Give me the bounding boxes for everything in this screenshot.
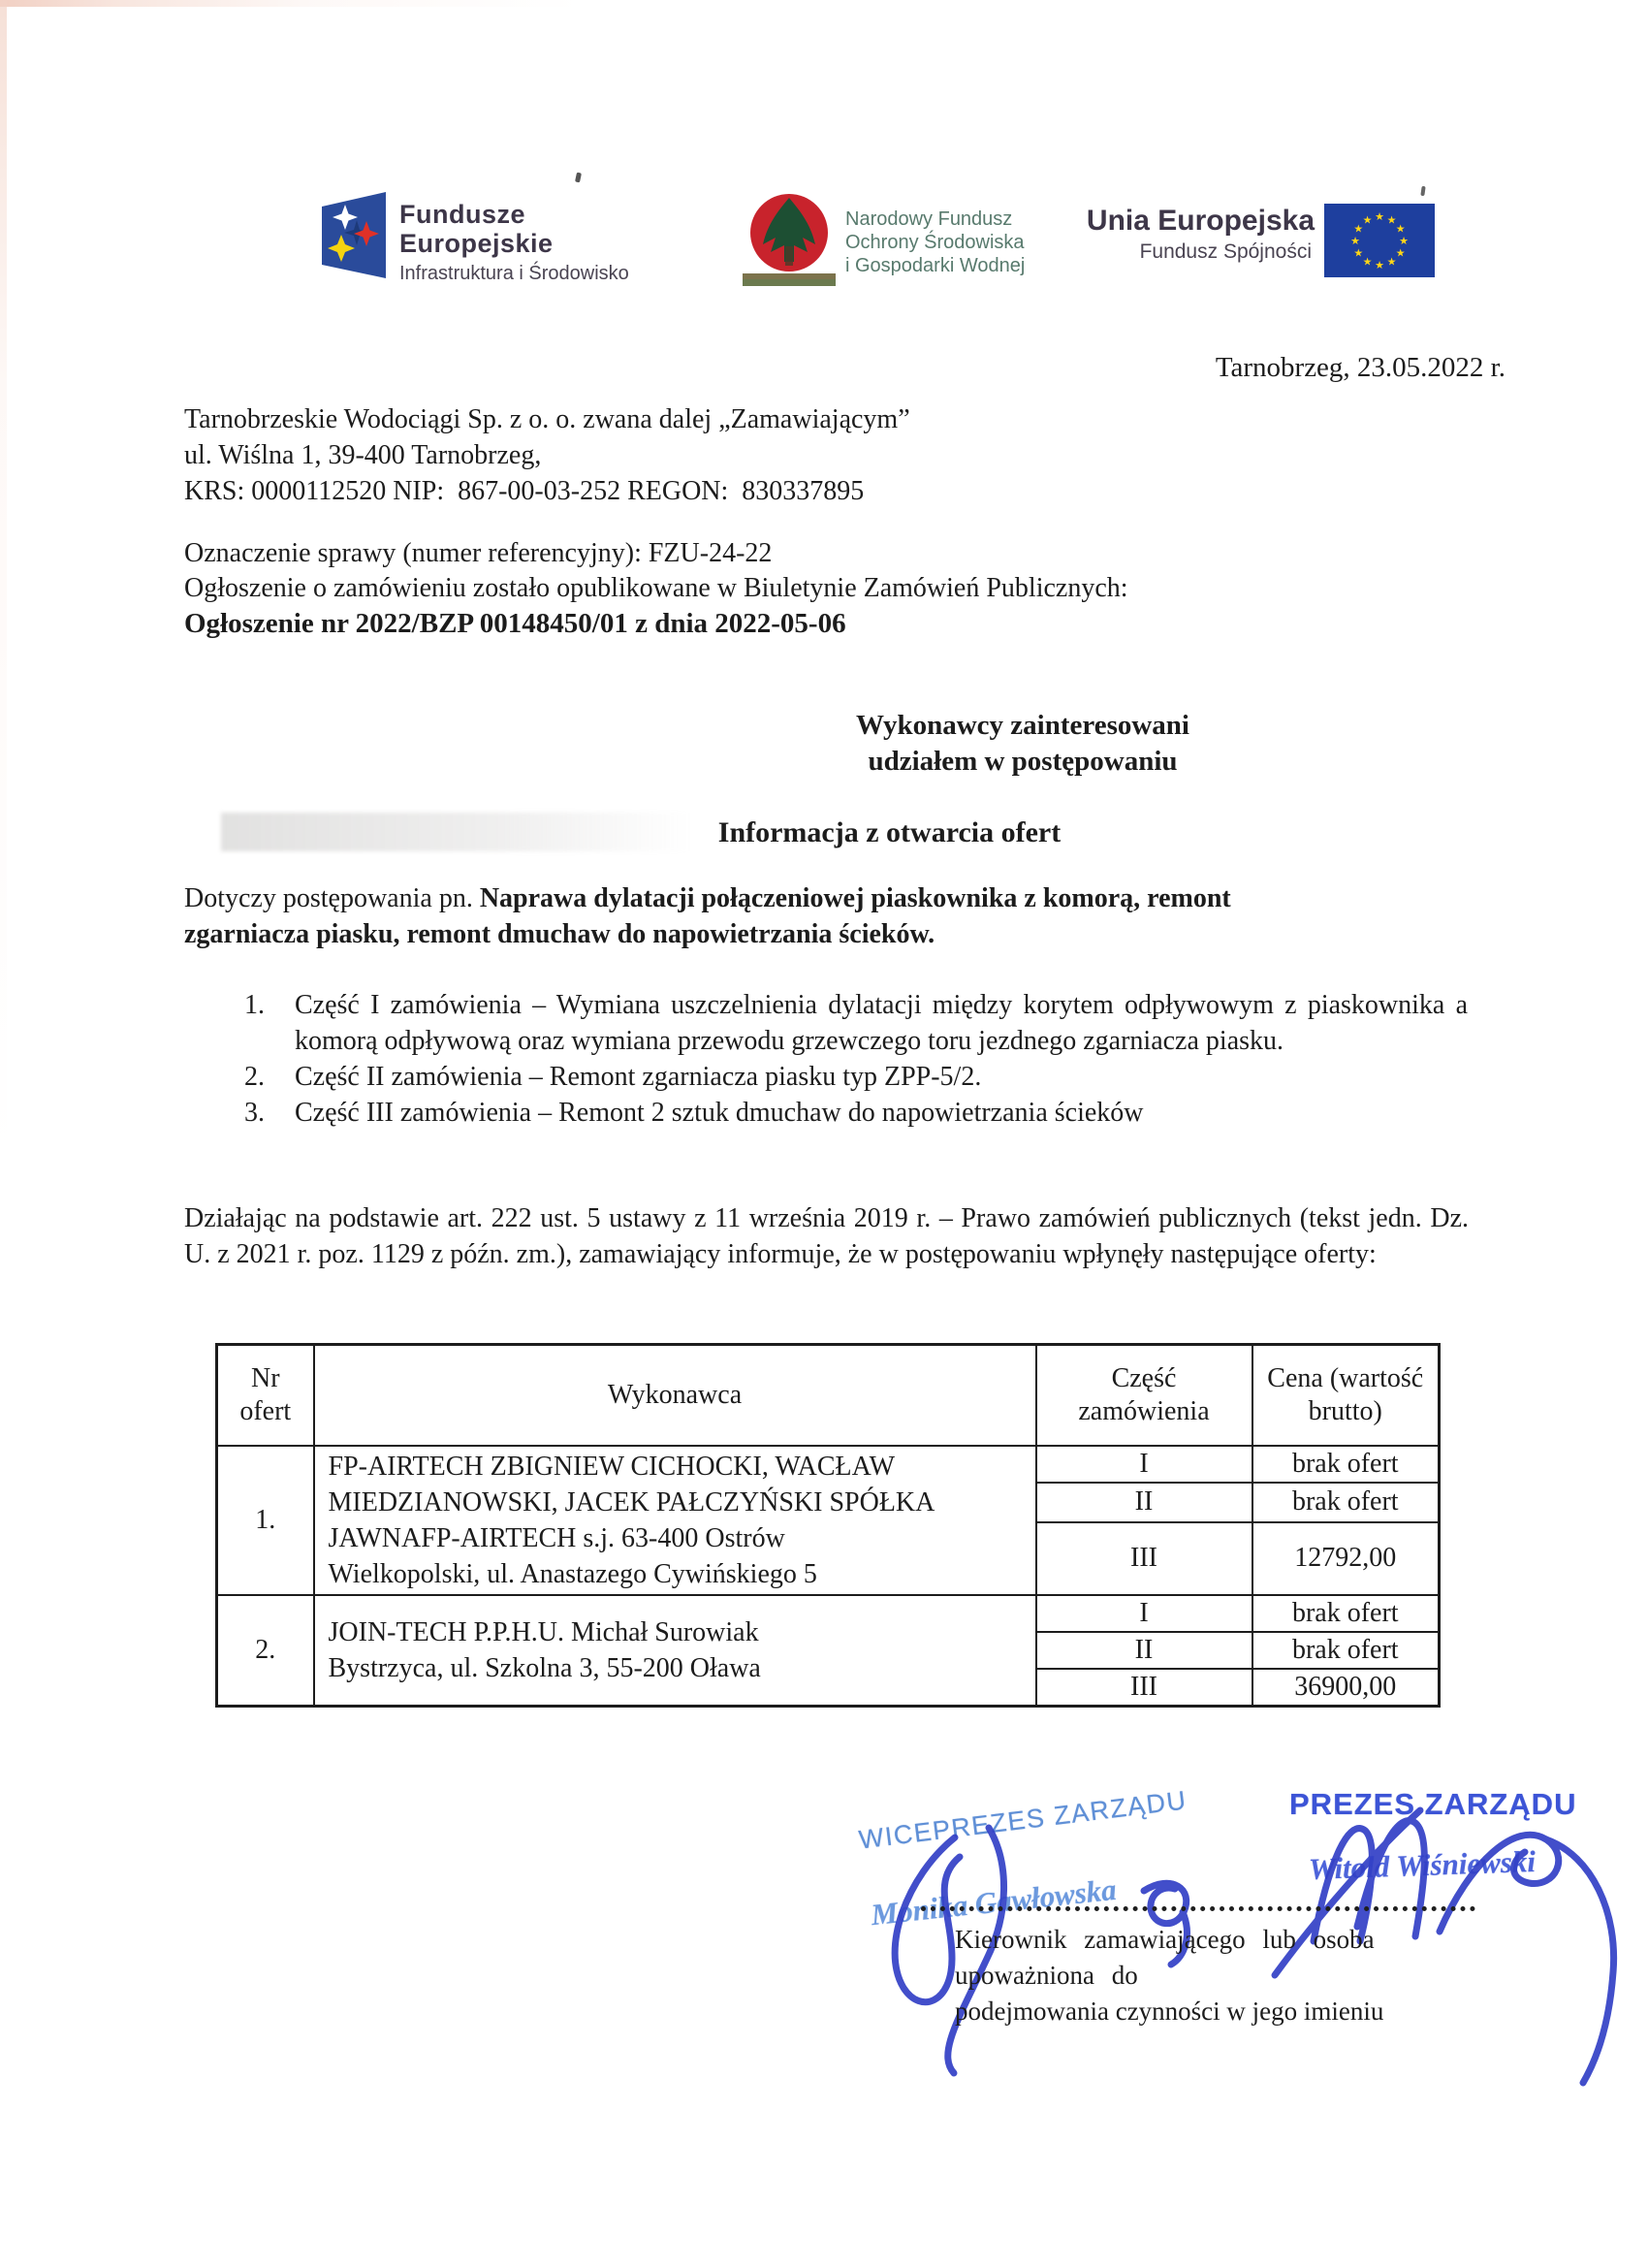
addressee-line: udziałem w postępowaniu (868, 746, 1178, 777)
column-header: Część zamówienia (1036, 1345, 1252, 1446)
announcement-number-line: Ogłoszenie nr 2022/BZP 00148450/01 z dnia 2022-05-06 (184, 608, 846, 639)
vice-president-stamp: WICEPREZES ZARZĄDU (857, 1785, 1189, 1855)
svg-text:★: ★ (1395, 222, 1406, 236)
org-registry-line: KRS: 0000112520 NIP: 867-00-03-252 REGON: 830337895 (184, 476, 865, 506)
svg-text:★: ★ (1362, 255, 1373, 269)
addressee-line: Wykonawcy zainteresowani (856, 710, 1189, 741)
org-name-line: Tarnobrzeskie Wodociągi Sp. z o. o. zwana dalej „Zamawiającym” (184, 404, 910, 434)
signature-dotted-line (921, 1879, 1475, 1911)
svg-text:★: ★ (1375, 259, 1384, 272)
list-item (244, 987, 1474, 1059)
table-row (217, 1595, 1440, 1632)
logo-subtitle: Infrastruktura i Środowisko (399, 263, 629, 284)
part-cell: II (1036, 1483, 1252, 1522)
part-cell: I (1036, 1446, 1252, 1484)
part-cell: II (1036, 1632, 1252, 1669)
contractor-cell: FP-AIRTECH ZBIGNIEW CICHOCKI, WACŁAW MIEDZIANOWSKI, JACEK PAŁCZYŃSKI SPÓŁKA JAWNAFP-AIRTECH s.j. 63-400 Ostrów Wielkopolski, ul. Anastazego Cywińskiego 5 (314, 1446, 1036, 1595)
document-title: Informacja z otwarcia ofert (717, 816, 1062, 848)
logo-title: Fundusze (399, 200, 525, 229)
svg-text:★: ★ (1353, 246, 1364, 260)
caption-line: podejmowania czynności w jego imieniu (955, 1996, 1384, 2026)
bulletin-line: Ogłoszenie o zamówieniu zostało opublikowane w Biuletynie Zamówień Publicznych: (184, 573, 1128, 603)
lots-list (244, 987, 1474, 1131)
scan-speck (1420, 186, 1425, 196)
price-cell: 12792,00 (1252, 1522, 1440, 1595)
price-cell: 36900,00 (1252, 1669, 1440, 1707)
offer-number-cell: 2. (217, 1595, 314, 1707)
org-address-line: ul. Wiślna 1, 39-400 Tarnobrzeg, (184, 440, 542, 470)
president-name-stamp: Witold Wiśniewski (1308, 1843, 1537, 1887)
caption-line: Kierownik zamawiającego lub osoba upoważniona do (955, 1925, 1375, 1990)
subject-line: Dotyczy postępowania pn. Naprawa dylatacji połączeniowej piaskownika z komorą, remont (184, 883, 1231, 913)
list-item (244, 1095, 1474, 1131)
logo-line: i Gospodarki Wodnej (845, 255, 1026, 276)
table-header-row (217, 1345, 1440, 1446)
price-cell: brak ofert (1252, 1483, 1440, 1522)
legal-paragraph: Działając na podstawie art. 222 ust. 5 ustawy z 11 września 2019 r. – Prawo zamówień publicznych (tekst jedn. Dz. U. z 2021 r. poz. 1129 z późn. zm.), zamawiający informuje, że w postępowaniu wpłynęły następujące oferty: (184, 1203, 1469, 1269)
svg-text:★: ★ (1395, 246, 1406, 260)
table-row (217, 1446, 1440, 1484)
ordering-party-block (184, 401, 910, 509)
svg-text:★: ★ (1350, 235, 1360, 247)
logo-line: Narodowy Fundusz (845, 208, 1013, 230)
scan-edge-top (0, 0, 1648, 7)
column-header: Cena (wartość brutto) (1252, 1345, 1440, 1446)
list-number: 3. (244, 1098, 265, 1128)
svg-text:★: ★ (1353, 222, 1364, 236)
list-text: Część II zamówienia – Remont zgarniacza piasku typ ZPP-5/2. (295, 1062, 982, 1092)
nfosigw-logo (845, 208, 1025, 277)
unia-europejska-logo (1074, 206, 1315, 264)
logo-title: Unia Europejska (1086, 205, 1315, 237)
price-cell: brak ofert (1252, 1632, 1440, 1669)
subject-paragraph (184, 880, 1474, 952)
scan-speck (575, 173, 582, 183)
price-cell: brak ofert (1252, 1595, 1440, 1632)
svg-text:★: ★ (1386, 213, 1397, 227)
column-header: Wykonawca (314, 1345, 1036, 1446)
offer-number-cell: 1. (217, 1446, 314, 1595)
scan-edge-left (0, 0, 7, 2268)
vice-president-name-stamp: Monika Gawłowska (869, 1871, 1119, 1933)
reference-block (184, 536, 1128, 641)
logo-subtitle: Fundusz Spójności (1139, 240, 1312, 263)
svg-text:★: ★ (1399, 235, 1409, 247)
svg-text:★: ★ (1375, 210, 1384, 223)
part-cell: I (1036, 1595, 1252, 1632)
offers-table (215, 1343, 1441, 1708)
subject-line: zgarniacza piasku, remont dmuchaw do napowietrzania ścieków. (184, 919, 935, 949)
place-and-date: Tarnobrzeg, 23.05.2022 r. (1215, 352, 1505, 383)
price-cell: brak ofert (1252, 1446, 1440, 1484)
contractor-cell: JOIN-TECH P.P.H.U. Michał Surowiak Bystrzyca, ul. Szkolna 3, 55-200 Oława (314, 1595, 1036, 1707)
logo-line: Ochrony Środowiska (845, 232, 1025, 253)
list-text: Część I zamówienia – Wymiana uszczelnienia dylatacji między korytem odpływowym z piaskownika a komorą odpływową oraz wymiana przewodu grzewczego toru jezdnego zgarniacza piasku. (295, 990, 1468, 1056)
svg-text:★: ★ (1386, 255, 1397, 269)
column-header: Nr ofert (217, 1345, 314, 1446)
part-cell: III (1036, 1522, 1252, 1595)
eu-flag-icon (1324, 204, 1435, 277)
nfosigw-tree-icon (743, 192, 840, 289)
list-item (244, 1059, 1474, 1095)
list-text: Część III zamówienia – Remont 2 sztuk dmuchaw do napowietrzania ścieków (295, 1098, 1144, 1128)
addressee-block (577, 708, 1469, 780)
list-number: 2. (244, 1062, 265, 1092)
fundusze-europejskie-logo (399, 200, 629, 285)
list-number: 1. (244, 990, 265, 1020)
president-stamp: PREZES ZARZĄDU (1289, 1787, 1577, 1821)
fundusze-europejskie-flag-icon (320, 190, 388, 281)
case-number-line: Oznaczenie sprawy (numer referencyjny): FZU-24-22 (184, 538, 773, 568)
logo-title: Europejskie (399, 229, 554, 258)
svg-text:★: ★ (1362, 213, 1373, 227)
part-cell: III (1036, 1669, 1252, 1707)
signature-caption (955, 1922, 1527, 2029)
